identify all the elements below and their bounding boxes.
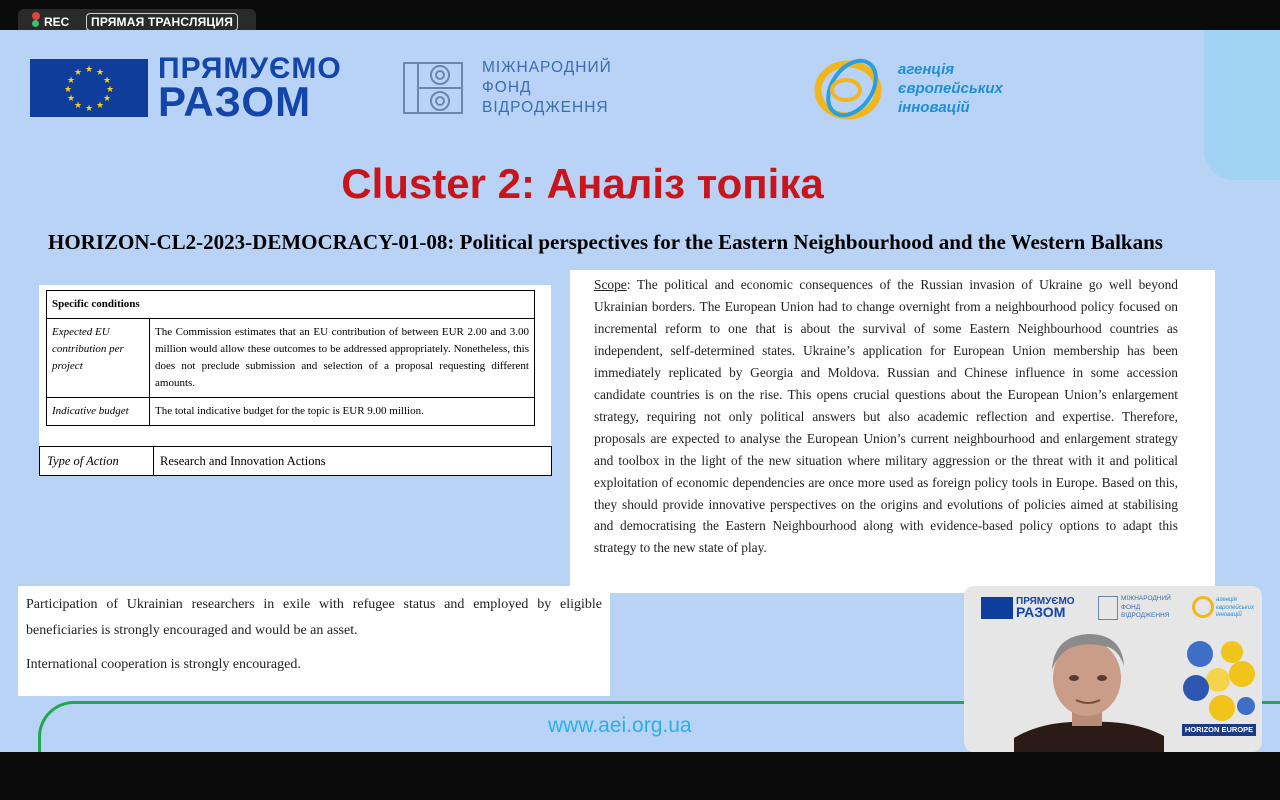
- participation-paragraph: Participation of Ukrainian researchers in exile with refugee status and employed by eligible beneficiaries is strongly encouraged and would be an asset.: [26, 597, 602, 638]
- aei-line3: інновацій: [898, 99, 970, 116]
- aei-line3: інновацій: [1216, 612, 1242, 618]
- cell-divider: [153, 447, 154, 475]
- irf-logo-icon: [1098, 596, 1118, 620]
- corner-decoration: [1204, 30, 1280, 180]
- pryamuemo-logo-line1: ПРЯМУЄМО: [158, 52, 342, 85]
- speaker-video-tile[interactable]: [964, 586, 1262, 752]
- irf-logo-text: [1121, 595, 1171, 621]
- pryamuemo-logo-line2: РАЗОМ: [1016, 604, 1066, 620]
- irf-line1: МІЖНАРОДНИЙ: [1121, 595, 1171, 602]
- type-of-action-row: [39, 446, 552, 476]
- topic-heading: HORIZON-CL2-2023-DEMOCRACY-01-08: Political perspectives for the Eastern Neighbourhood and the Western Balkans: [48, 230, 1163, 254]
- scope-panel: [570, 270, 1215, 593]
- eu-flag-icon: [981, 597, 1013, 619]
- record-dot-icon: [32, 12, 40, 20]
- status-dot-icon: [32, 20, 39, 27]
- table-header-row: [47, 291, 535, 319]
- action-label: Type of Action: [47, 454, 119, 468]
- horizon-europe-label: HORIZON EUROPE: [1182, 724, 1256, 736]
- aei-line1: агенція: [898, 61, 955, 78]
- pryamuemo-logo-line2: РАЗОМ: [158, 78, 312, 125]
- irf-line3: ВІДРОДЖЕННЯ: [1121, 612, 1170, 619]
- slide-title: Cluster 2: Аналіз топіка: [341, 160, 824, 207]
- footer-url: www.aei.org.ua: [548, 714, 692, 737]
- participation-panel: [18, 586, 610, 696]
- rec-label: REC: [44, 15, 70, 29]
- pryamuemo-logo-line1: ПРЯМУЄМО: [1016, 596, 1075, 607]
- row-value: The Commission estimates that an EU contribution of between EUR 2.00 and 3.00 million would allow these outcomes to be addressed appropriately. Nonetheless, this does not preclude submission and selection of a proposal requesting different amounts.: [150, 319, 535, 398]
- scope-text: [594, 274, 1178, 559]
- horizon-europe-illustration: [1182, 640, 1256, 722]
- row-label: Indicative budget: [47, 398, 150, 426]
- aei-line2: європейських: [1216, 604, 1255, 611]
- table-row: [47, 319, 535, 398]
- irf-line1: МІЖНАРОДНИЙ: [482, 59, 612, 76]
- specific-conditions-table: [46, 290, 535, 426]
- action-value: Research and Innovation Actions: [160, 454, 326, 468]
- live-broadcast-badge: ПРЯМАЯ ТРАНСЛЯЦИЯ: [86, 13, 238, 31]
- irf-line3: ВІДРОДЖЕННЯ: [482, 99, 609, 116]
- aei-logo-text: [1216, 597, 1254, 620]
- recording-top-bar: [0, 0, 1280, 30]
- bottom-bar: [0, 752, 1280, 800]
- row-label: Expected EU contribution per project: [47, 319, 150, 398]
- irf-logo-icon: [403, 60, 463, 116]
- eu-flag-icon: ★ ★ ★ ★ ★ ★ ★ ★ ★ ★ ★ ★: [30, 59, 148, 117]
- irf-line2: ФОНД: [1121, 603, 1141, 611]
- scope-body: : The political and economic consequences of the Russian invasion of Ukraine go well beyond Ukrainian borders. The European Union had to change overnight from a neighbourhood policy focused on incremental reform to one that is about the survival of some Eastern Neighbourhood countries as independent, self-determined states. Ukraine’s application for European Union membership has been immediately replicated by Georgia and Moldova. Russian and Chinese influence in some accession candidate countries is on the rise. This opens crucial questions about the European Union’s enlargement strategy, requiring not only political answers but also academic reflection and expertise. Therefore, proposals are expected to analyse the European Union’s current neighbourhood and enlargement strategy and toolbox in the light of the new situation where military aggression or the threat with it and political exploitation of economic dependencies are once more used as foreign policy tools in Europe. Based on this, they should provide innovative perspectives on the origins and evolutions of policies aimed at stabilising and democratising the Eastern Neighbourhood along with evidence-based policy options to adapt this strategy to the new state of play.: [594, 277, 1178, 556]
- table-row: [47, 398, 535, 426]
- aei-logo-icon: [1192, 596, 1214, 618]
- aei-line1: агенція: [1216, 597, 1237, 603]
- irf-logo-text: [482, 58, 612, 118]
- aei-logo-icon: [812, 56, 888, 122]
- scope-label: Scope: [594, 277, 627, 292]
- row-value: The total indicative budget for the topic is EUR 9.00 million.: [150, 398, 535, 426]
- cooperation-paragraph: International cooperation is strongly encouraged.: [26, 657, 301, 672]
- table-header: Specific conditions: [47, 291, 535, 319]
- speaker-avatar: [1014, 626, 1164, 752]
- aei-line2: європейських: [898, 80, 1003, 97]
- aei-logo-text: [898, 60, 1003, 117]
- irf-line2: ФОНД: [482, 79, 532, 96]
